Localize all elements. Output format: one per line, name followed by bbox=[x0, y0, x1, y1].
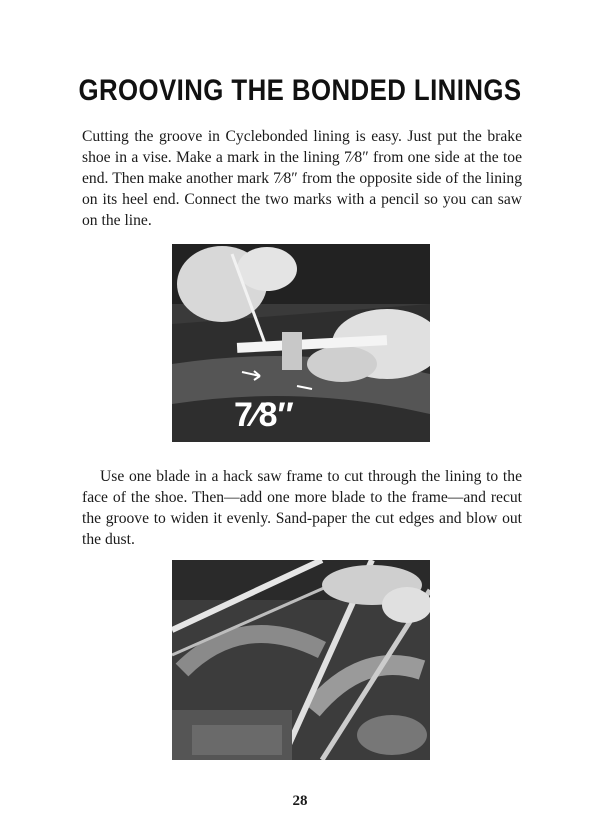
instruction-paragraph-marking: Cutting the groove in Cyclebonded lining is easy. Just put the brake shoe in a vise. Make a mark in the lining 7⁄8″ from one side at the toe end. Then make another mark 7⁄8″ from the opposite side of the lining on its heel end. Connect the two marks with a pencil so you can saw on the line. bbox=[82, 128, 522, 229]
measurement-label: 7⁄8″ bbox=[234, 396, 294, 434]
page-number: 28 bbox=[292, 793, 308, 809]
photo-hacksaw-groove bbox=[172, 560, 430, 760]
instruction-paragraph-sawing: Use one blade in a hack saw frame to cut through the lining to the face of the shoe. Then—add one more blade to the frame—and recut the groove to widen it evenly. Sand-paper the cut edges and blow out the dust. bbox=[82, 468, 522, 548]
photo-marking-lining bbox=[172, 244, 430, 442]
page-title: GROOVING THE BONDED LININGS bbox=[78, 74, 522, 107]
